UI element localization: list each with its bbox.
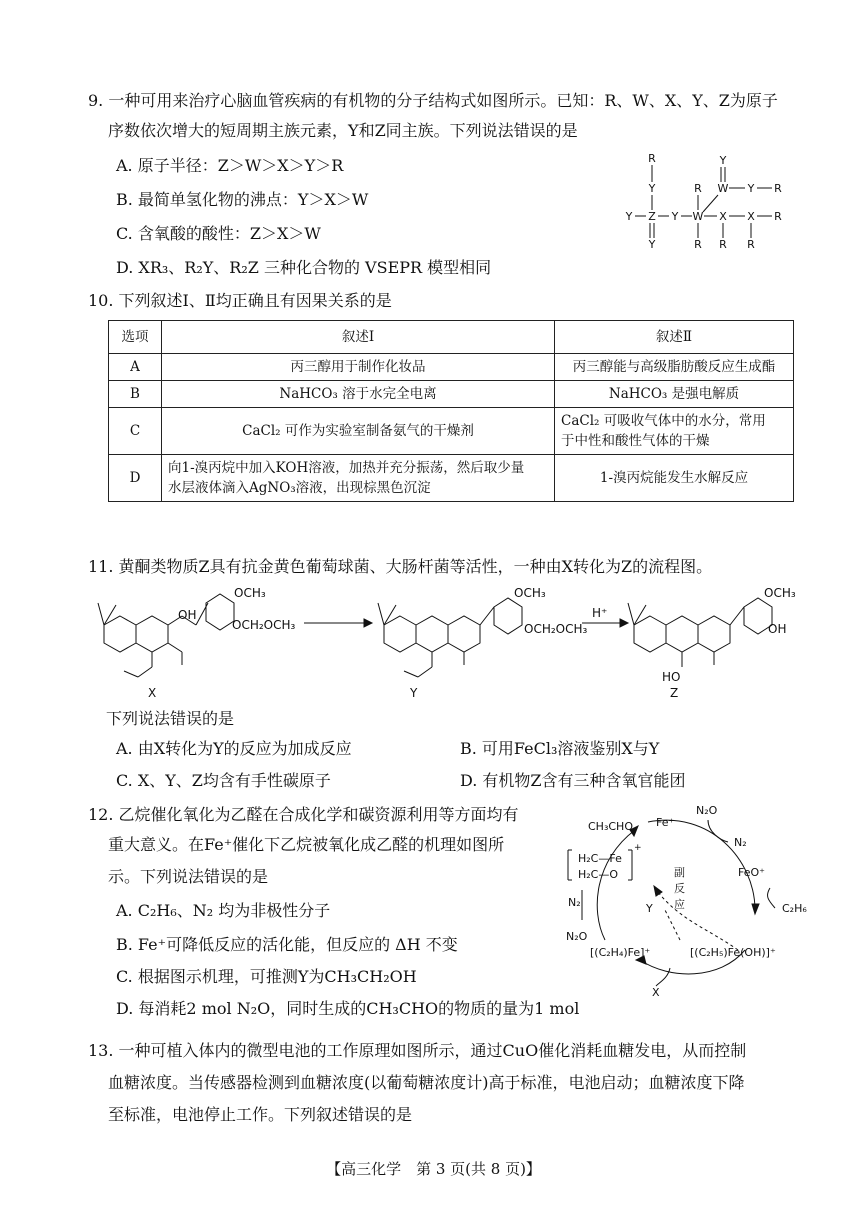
atom: W — [717, 182, 729, 195]
statement-line: CaCl₂ 可吸收气体中的水分，常用 — [561, 413, 766, 429]
table-row — [109, 381, 794, 408]
atom: R — [694, 238, 702, 251]
table-row — [109, 455, 794, 502]
atom: R — [774, 182, 782, 195]
q11-reaction-scheme — [96, 585, 796, 703]
q12-stem-2: 重大意义。在Fe⁺催化下乙烷被氧化成乙醛的机理如图所 — [108, 835, 505, 854]
row-option: C — [109, 408, 162, 455]
label-ring-bottom: H₂C—O — [578, 868, 619, 881]
q11-option-a: A. 由X转化为Y的反应为加成反应 — [116, 739, 352, 758]
label-och3: OCH₃ — [514, 586, 546, 600]
atom: R — [719, 238, 727, 251]
statement-line: 于中性和酸性气体的干燥 — [561, 433, 710, 449]
row-statement-2: 1-溴丙烷能发生水解反应 — [555, 455, 794, 502]
atom: Y — [625, 210, 633, 223]
atom: Y — [671, 210, 679, 223]
row-option: B — [109, 381, 162, 408]
q12-stem-3: 示。下列说法错误的是 — [108, 867, 269, 886]
label-y: Y — [410, 686, 418, 700]
atom: R — [774, 210, 782, 223]
label-och2och3: OCH₂OCH₃ — [524, 622, 588, 636]
q9-stem-2: 序数依次增大的短周期主族元素，Y和Z同主族。下列说法错误的是 — [108, 121, 578, 140]
label-och3: OCH₃ — [764, 586, 796, 600]
table-row — [109, 408, 794, 455]
label-feo-plus: FeO⁺ — [738, 866, 765, 879]
label-side-3: 应 — [674, 898, 685, 911]
label-och3: OCH₃ — [234, 586, 266, 600]
atom: R — [648, 152, 656, 165]
row-statement-2: NaHCO₃ 是强电解质 — [555, 381, 794, 408]
q12-option-c: C. 根据图示机理，可推测Y为CH₃CH₂OH — [116, 967, 417, 986]
row-statement-1: NaHCO₃ 溶于水完全电离 — [162, 381, 555, 408]
q9-option-b: B. 最简单氢化物的沸点：Y＞X＞W — [116, 190, 369, 209]
row-statement-1 — [162, 455, 555, 502]
label-z: Z — [670, 686, 679, 700]
q11-option-c: C. X、Y、Z均含有手性碳原子 — [116, 771, 331, 790]
row-statement-2: 丙三醇能与高级脂肪酸反应生成酯 — [555, 354, 794, 381]
atom: W — [692, 210, 704, 223]
row-statement-2 — [555, 408, 794, 455]
atom: Z — [648, 210, 656, 223]
label-side-1: 副 — [674, 866, 685, 879]
q12-option-a: A. C₂H₆、N₂ 均为非极性分子 — [116, 901, 331, 920]
atom: Y — [648, 238, 656, 251]
q10-stem: 10. 下列叙述Ⅰ、Ⅱ均正确且有因果关系的是 — [88, 291, 392, 310]
atom: X — [719, 210, 727, 223]
label-n2-top: N₂ — [734, 836, 747, 849]
q12-stem-1: 12. 乙烷催化氧化为乙醛在合成化学和碳资源利用等方面均有 — [88, 805, 519, 824]
header-statement-1: 叙述Ⅰ — [162, 321, 555, 354]
label-c2h6: C₂H₆ — [782, 902, 807, 915]
statement-line: 水层液体滴入AgNO₃溶液，出现棕黑色沉淀 — [168, 480, 431, 496]
label-hplus: H⁺ — [592, 606, 608, 620]
q12-catalytic-cycle-diagram — [560, 800, 810, 1000]
q12-option-d: D. 每消耗2 mol N₂O，同时生成的CH₃CHO的物质的量为1 mol — [116, 999, 580, 1018]
row-option: D — [109, 455, 162, 502]
row-statement-1: 丙三醇用于制作化妆品 — [162, 354, 555, 381]
q9-molecule-structure — [615, 150, 805, 260]
label-x: X — [148, 686, 157, 700]
row-option: A — [109, 354, 162, 381]
label-side-2: 反 — [674, 882, 685, 895]
q13-stem-2: 血糖浓度。当传感器检测到血糖浓度(以葡萄糖浓度计)高于标准，电池启动；血糖浓度下降 — [108, 1073, 745, 1092]
atom: R — [694, 182, 702, 195]
label-n2o-left: N₂O — [566, 930, 588, 943]
table-header-row — [109, 321, 794, 354]
atom: Y — [747, 182, 755, 195]
q9-option-d: D. XR₃、R₂Y、R₂Z 三种化合物的 VSEPR 模型相同 — [116, 258, 492, 277]
q11-ask: 下列说法错误的是 — [106, 709, 235, 728]
header-statement-2: 叙述Ⅱ — [555, 321, 794, 354]
q11-stem: 11. 黄酮类物质Z具有抗金黄色葡萄球菌、大肠杆菌等活性，一种由X转化为Z的流程图。 — [88, 557, 713, 576]
label-ch3cho: CH₃CHO — [588, 820, 633, 833]
label-n2o-top: N₂O — [696, 804, 718, 817]
page-footer: 【高三化学 第 3 页(共 8 页)】 — [326, 1160, 541, 1178]
table-row — [109, 354, 794, 381]
label-och2och3: OCH₂OCH₃ — [232, 618, 296, 632]
q10-options-table — [108, 320, 794, 502]
label-ring-top: H₂C—Fe — [578, 852, 622, 865]
header-option: 选项 — [109, 321, 162, 354]
q13-stem-3: 至标准，电池停止工作。下列叙述错误的是 — [108, 1105, 413, 1124]
atom: Y — [648, 182, 656, 195]
q9-stem-1: 9. 一种可用来治疗心脑血管疾病的有机物的分子结构式如图所示。已知：R、W、X、Y、Z为原子 — [88, 91, 778, 110]
label-n2-left: N₂ — [568, 896, 581, 909]
statement-line: 向1-溴丙烷中加入KOH溶液，加热并充分振荡，然后取少量 — [168, 460, 525, 476]
q13-stem-1: 13. 一种可植入体内的微型电池的工作原理如图所示，通过CuO催化消耗血糖发电，从而控制 — [88, 1041, 747, 1060]
label-ring-charge: + — [634, 843, 642, 853]
label-y: Y — [646, 902, 653, 915]
label-int-right: [(C₂H₅)Fe(OH)]⁺ — [690, 946, 776, 959]
q12-option-b: B. Fe⁺可降低反应的活化能，但反应的 ΔH 不变 — [116, 935, 458, 954]
label-oh: OH — [768, 622, 787, 636]
q9-option-a: A. 原子半径：Z＞W＞X＞Y＞R — [116, 156, 344, 175]
label-int-left: [(C₂H₄)Fe]⁺ — [590, 946, 651, 959]
q11-option-d: D. 有机物Z含有三种含氧官能团 — [460, 771, 686, 790]
label-fe-plus: Fe⁺ — [656, 816, 675, 829]
label-ho: HO — [662, 670, 681, 684]
atom: R — [747, 238, 755, 251]
atom: Y — [719, 154, 727, 167]
atom: X — [747, 210, 755, 223]
row-statement-1: CaCl₂ 可作为实验室制备氨气的干燥剂 — [162, 408, 555, 455]
label-x: X — [652, 986, 660, 999]
label-oh: OH — [178, 608, 197, 622]
q9-option-c: C. 含氧酸的酸性：Z＞X＞W — [116, 224, 321, 243]
q11-option-b: B. 可用FeCl₃溶液鉴别X与Y — [460, 739, 660, 758]
